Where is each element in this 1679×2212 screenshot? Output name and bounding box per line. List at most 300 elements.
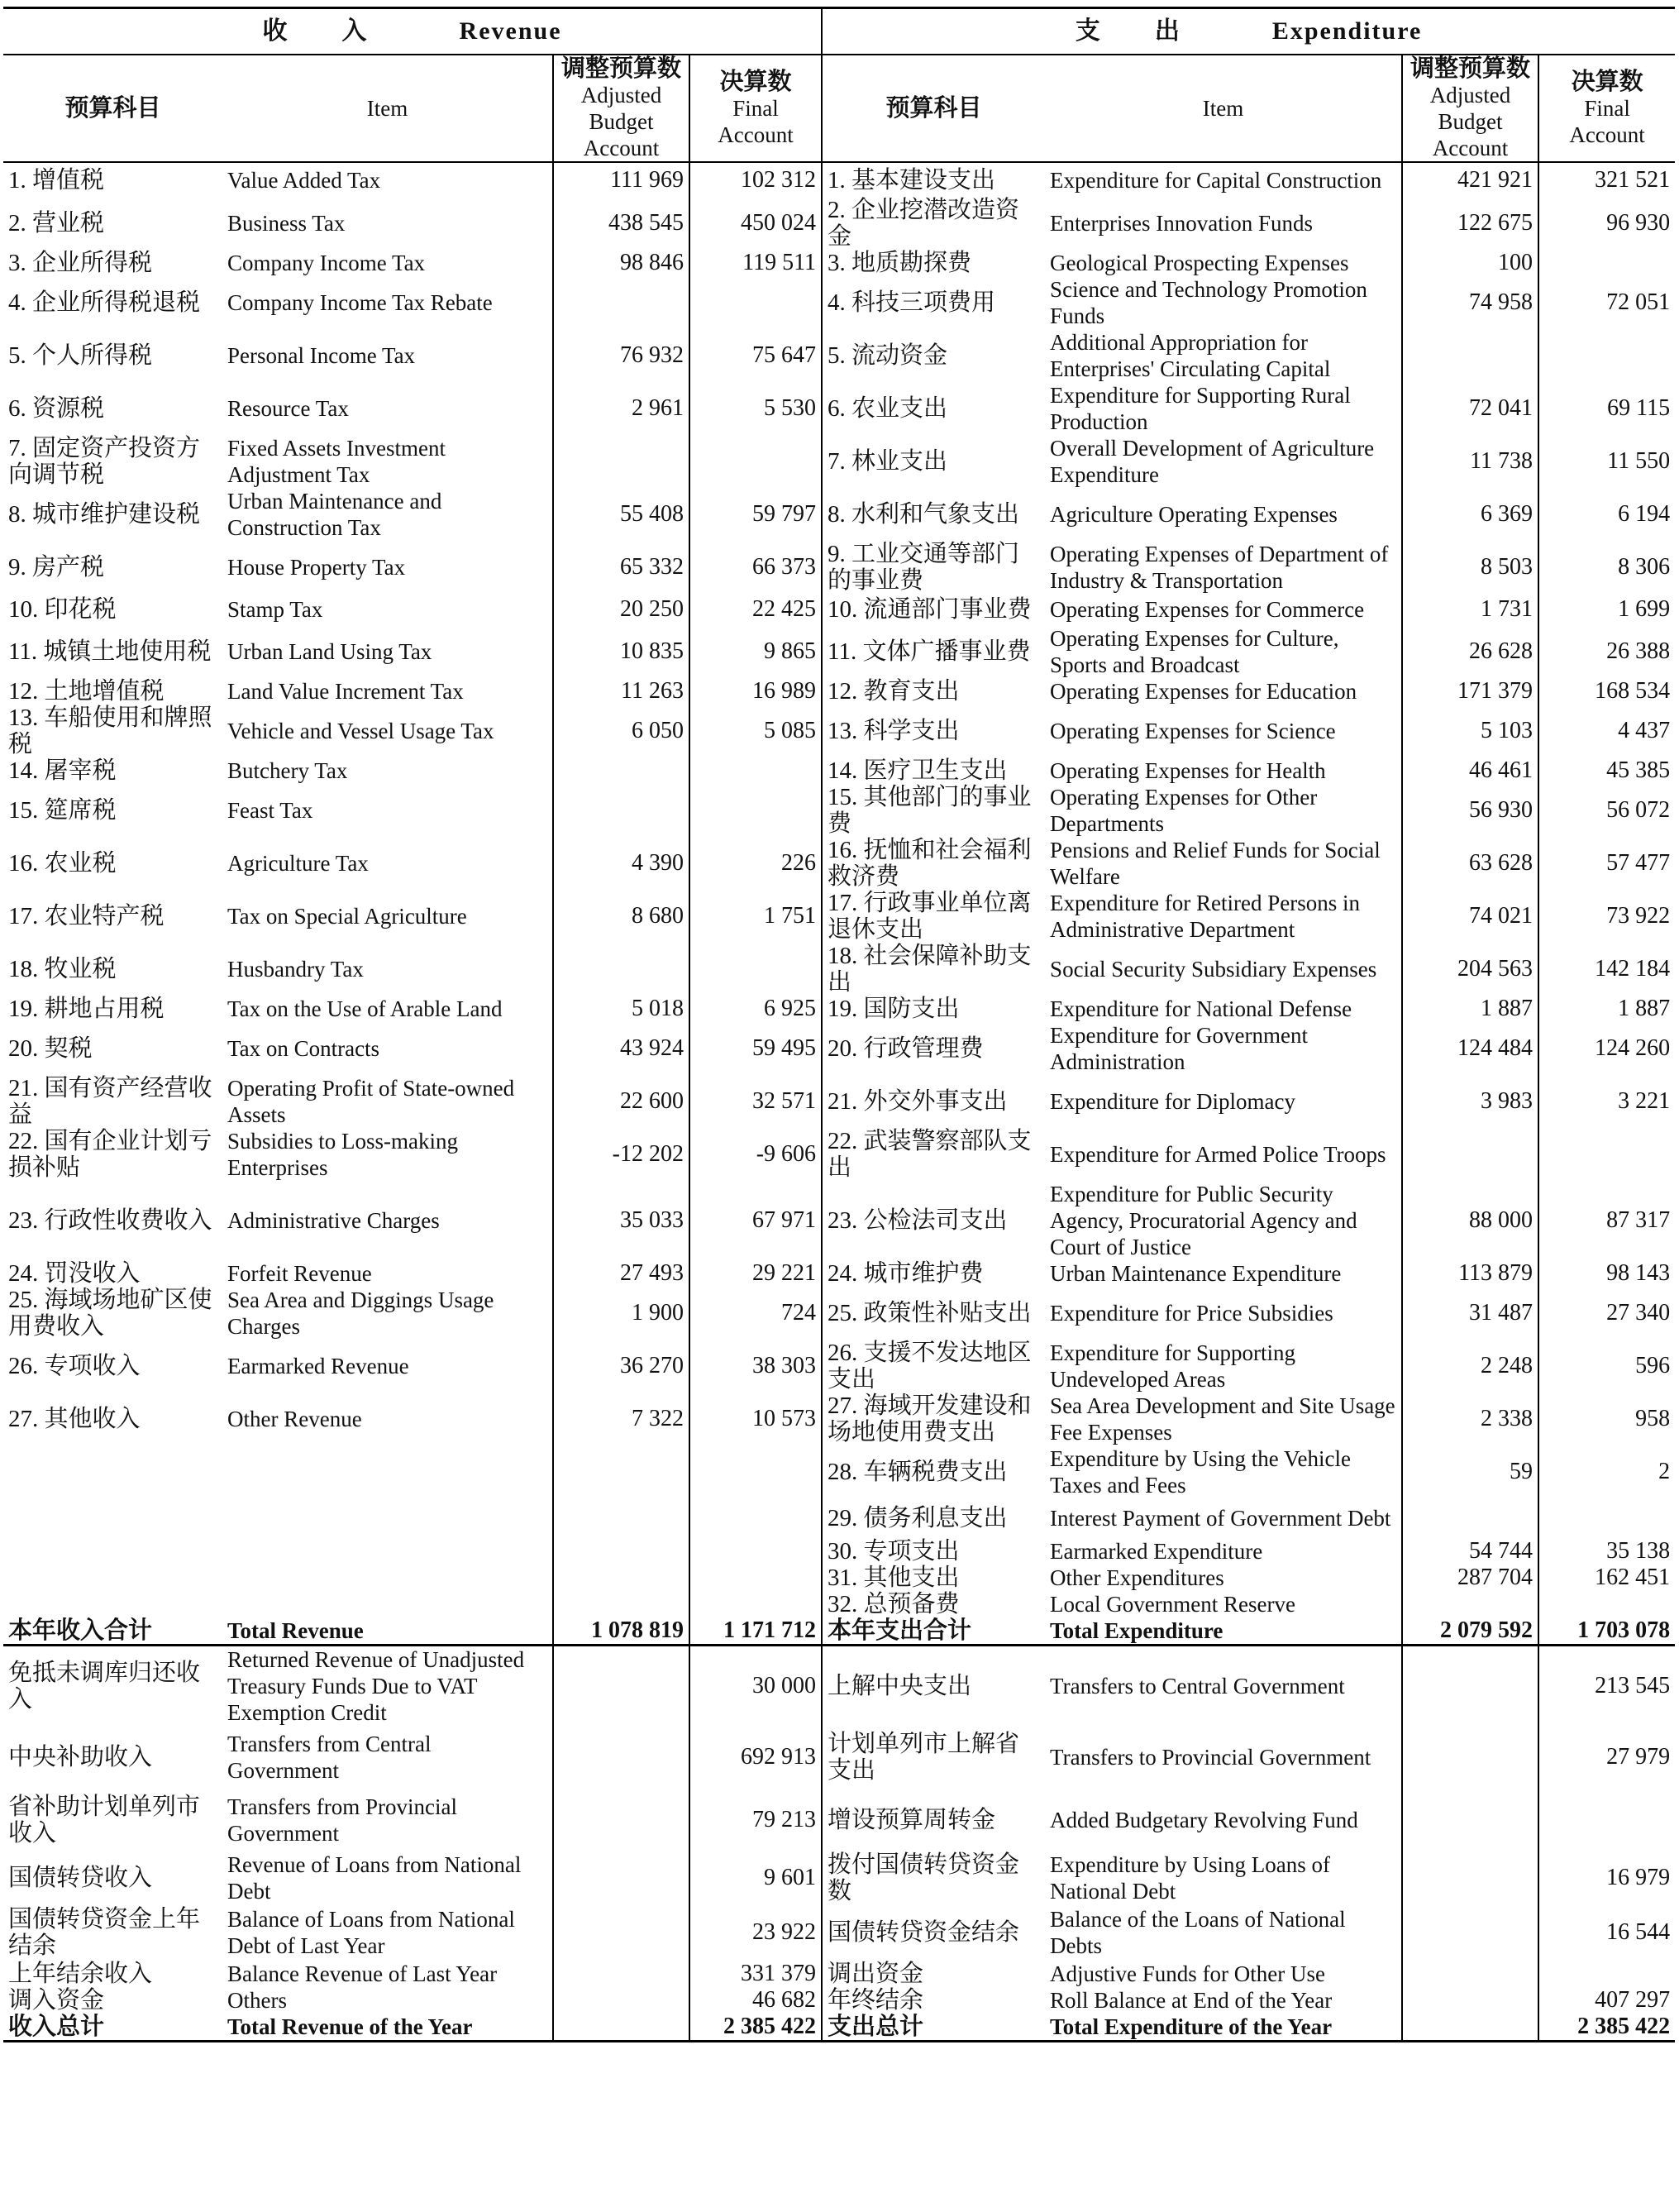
expenditure-item-zh: 26. 支援不发达地区支出 — [822, 1340, 1045, 1393]
expenditure-item-en: Enterprises Innovation Funds — [1050, 211, 1314, 236]
revenue-item-en: Sea Area and Diggings Usage Charges — [227, 1288, 494, 1339]
table-row — [3, 837, 1675, 890]
expenditure-item-en: Operating Expenses for Education — [1050, 679, 1357, 704]
expenditure-item-en: Operating Expenses for Other Departments — [1050, 785, 1318, 836]
table-row — [3, 594, 1675, 625]
table-row — [3, 1565, 1675, 1591]
revenue-final: 16 989 — [689, 678, 822, 705]
expenditure-adjusted: 72 041 — [1402, 382, 1538, 435]
expenditure-item-en: Added Budgetary Revolving Fund — [1050, 1808, 1358, 1832]
revenue-final: 9 865 — [689, 625, 822, 678]
revenue-item-zh: 3. 企业所得税 — [8, 250, 153, 276]
expenditure-adjusted — [1402, 1789, 1538, 1851]
revenue-adjusted: 7 322 — [553, 1393, 689, 1445]
revenue-item-en: Urban Maintenance and Construction Tax — [227, 489, 442, 540]
revenue-final — [689, 435, 822, 488]
table-row — [3, 757, 1675, 784]
expenditure-item-en: Additional Appropriation for Enterprises' Circulating Capital — [1050, 330, 1331, 381]
revenue-item-en: Personal Income Tax — [227, 343, 416, 368]
revenue-item-en: Stamp Tax — [227, 597, 323, 622]
expenditure-item-en: Expenditure for Public Security Agency, Procuratorial Agency and Court of Justice — [1050, 1182, 1357, 1259]
revenue-adjusted: 6 050 — [553, 705, 689, 757]
expenditure-item-zh: 2. 企业挖潜改造资金 — [822, 197, 1045, 250]
revenue-item-zh: 27. 其他收入 — [8, 1406, 141, 1432]
total-expenditure-label-zh: 本年支出合计 — [822, 1617, 1045, 1646]
expenditure-adjusted: 204 563 — [1402, 943, 1538, 996]
col-head-rev-final-zh: 决算数 — [719, 69, 792, 95]
expenditure-adjusted: 74 958 — [1402, 276, 1538, 329]
table-row — [3, 705, 1675, 757]
expenditure-item-en: Local Government Reserve — [1050, 1592, 1295, 1617]
expenditure-adjusted: 59 — [1402, 1445, 1538, 1498]
expenditure-item-en: Expenditure for Retired Persons in Administrative Department — [1050, 891, 1360, 942]
col-head-exp-budget-item: 预算科目 — [822, 55, 1045, 162]
revenue-adjusted: 5 018 — [553, 996, 689, 1022]
expenditure-adjusted: 88 000 — [1402, 1181, 1538, 1260]
expenditure-item-zh: 20. 行政管理费 — [822, 1022, 1045, 1075]
expenditure-adjusted — [1402, 1646, 1538, 1727]
revenue-adjusted — [553, 276, 689, 329]
revenue-item-zh: 14. 屠宰税 — [8, 757, 117, 784]
revenue-item-zh: 11. 城镇土地使用税 — [8, 638, 212, 665]
expenditure-adjusted: 31 487 — [1402, 1287, 1538, 1340]
revenue-adjusted — [553, 435, 689, 488]
table-row — [3, 943, 1675, 996]
expenditure-item-en: Operating Expenses of Department of Industry & Transportation — [1050, 542, 1389, 593]
expenditure-item-zh: 国债转贷资金结余 — [822, 1904, 1045, 1961]
expenditure-item-en: Expenditure by Using the Vehicle Taxes and Fees — [1050, 1446, 1351, 1498]
table-row — [3, 276, 1675, 329]
expenditure-adjusted: 11 738 — [1402, 435, 1538, 488]
revenue-final: 67 971 — [689, 1181, 822, 1260]
revenue-item-zh: 13. 车船使用和牌照税 — [8, 705, 212, 757]
col-head-exp-final-en: Final Account — [1569, 96, 1645, 147]
table-row — [3, 678, 1675, 705]
revenue-item-en: Administrative Charges — [227, 1208, 440, 1233]
expenditure-item-en: Expenditure for Armed Police Troops — [1050, 1142, 1386, 1167]
revenue-adjusted — [553, 757, 689, 784]
revenue-item-en: Company Income Tax — [227, 251, 426, 275]
expenditure-final: 8 306 — [1538, 541, 1675, 594]
expenditure-item-zh: 15. 其他部门的事业费 — [822, 784, 1045, 837]
revenue-final — [689, 784, 822, 837]
expenditure-item-zh: 9. 工业交通等部门的事业费 — [822, 541, 1045, 594]
revenue-adjusted: 98 846 — [553, 250, 689, 276]
expenditure-adjusted: 2 338 — [1402, 1393, 1538, 1445]
expenditure-item-zh: 25. 政策性补贴支出 — [822, 1287, 1045, 1340]
table-row — [3, 1445, 1675, 1498]
revenue-adjusted: 2 961 — [553, 382, 689, 435]
revenue-item-zh: 上年结余收入 — [8, 1961, 153, 1987]
expenditure-final — [1538, 1961, 1675, 1987]
expenditure-item-zh: 23. 公检法司支出 — [822, 1181, 1045, 1260]
expenditure-item-en: Adjustive Funds for Other Use — [1050, 1961, 1326, 1986]
revenue-item-zh: 18. 牧业税 — [8, 956, 117, 982]
revenue-adjusted: 22 600 — [553, 1075, 689, 1128]
table-row — [3, 250, 1675, 276]
expenditure-final: 27 979 — [1538, 1726, 1675, 1789]
revenue-item-en: Land Value Increment Tax — [227, 679, 464, 704]
revenue-item-en — [222, 1591, 553, 1617]
revenue-adjusted — [553, 1904, 689, 1961]
table-row — [3, 1075, 1675, 1128]
expenditure-adjusted — [1402, 1987, 1538, 2014]
expenditure-item-en: Operating Expenses for Culture, Sports and Broadcast — [1050, 626, 1339, 677]
expenditure-final: 6 194 — [1538, 488, 1675, 541]
revenue-item-en: Earmarked Revenue — [227, 1354, 409, 1378]
expenditure-item-zh: 12. 教育支出 — [822, 678, 1045, 705]
revenue-adjusted: 43 924 — [553, 1022, 689, 1075]
revenue-final: 102 312 — [689, 162, 822, 197]
expenditure-item-zh: 28. 车辆税费支出 — [822, 1445, 1045, 1498]
revenue-item-en: Butchery Tax — [227, 758, 348, 783]
expenditure-item-en: Expenditure for National Defense — [1050, 996, 1352, 1021]
revenue-final: 450 024 — [689, 197, 822, 250]
revenue-adjusted — [553, 1851, 689, 1904]
revenue-item-zh: 调入资金 — [8, 1987, 105, 2014]
revenue-item-en — [222, 1498, 553, 1538]
revenue-item-en: Forfeit Revenue — [227, 1261, 372, 1286]
table-row — [3, 1789, 1675, 1851]
expenditure-adjusted — [1402, 1904, 1538, 1961]
revenue-item-zh: 5. 个人所得税 — [8, 342, 153, 369]
grand-expenditure-final: 2 385 422 — [1538, 2014, 1675, 2042]
col-head-exp-adjusted-en: Adjusted Budget Account — [1429, 83, 1511, 160]
revenue-adjusted — [553, 1646, 689, 1727]
revenue-item-en — [222, 1538, 553, 1565]
revenue-item-zh — [3, 1565, 222, 1591]
revenue-item-zh: 17. 农业特产税 — [8, 903, 165, 929]
expenditure-item-en: Operating Expenses for Health — [1050, 758, 1326, 783]
revenue-item-en: Tax on Contracts — [227, 1036, 380, 1061]
expenditure-item-zh: 16. 抚恤和社会福利救济费 — [822, 837, 1045, 890]
table-row — [3, 1022, 1675, 1075]
expenditure-adjusted: 100 — [1402, 250, 1538, 276]
revenue-adjusted — [553, 1538, 689, 1565]
budget-table — [3, 7, 1675, 2042]
expenditure-final: 321 521 — [1538, 162, 1675, 197]
revenue-adjusted — [553, 1445, 689, 1498]
expenditure-item-zh: 22. 武装警察部队支出 — [822, 1128, 1045, 1181]
expenditure-final: 26 388 — [1538, 625, 1675, 678]
revenue-item-en: Vehicle and Vessel Usage Tax — [227, 719, 494, 743]
col-head-rev-adjusted-zh: 调整预算数 — [560, 55, 681, 82]
revenue-final: 692 913 — [689, 1726, 822, 1789]
revenue-item-en: House Property Tax — [227, 555, 406, 580]
expenditure-adjusted — [1402, 1726, 1538, 1789]
expenditure-final: 1 887 — [1538, 996, 1675, 1022]
expenditure-final — [1538, 1591, 1675, 1617]
expenditure-final: 168 534 — [1538, 678, 1675, 705]
expenditure-item-zh: 增设预算周转金 — [822, 1789, 1045, 1851]
revenue-final — [689, 1538, 822, 1565]
table-row — [3, 1498, 1675, 1538]
expenditure-item-zh: 年终结余 — [822, 1987, 1045, 2014]
table-row — [3, 329, 1675, 382]
expenditure-final: 2 — [1538, 1445, 1675, 1498]
expenditure-adjusted — [1402, 1128, 1538, 1181]
revenue-item-en: Transfers from Provincial Government — [227, 1794, 457, 1846]
revenue-item-en: Returned Revenue of Unadjusted Treasury Funds Due to VAT Exemption Credit — [227, 1647, 525, 1725]
revenue-final: 5 085 — [689, 705, 822, 757]
expenditure-adjusted: 5 103 — [1402, 705, 1538, 757]
expenditure-final: 35 138 — [1538, 1538, 1675, 1565]
revenue-item-zh: 20. 契税 — [8, 1035, 93, 1062]
totals-row — [3, 1617, 1675, 1646]
grand-revenue-final: 2 385 422 — [689, 2014, 822, 2042]
expenditure-final — [1538, 1789, 1675, 1851]
col-head-exp-adjusted-zh: 调整预算数 — [1410, 55, 1531, 82]
expenditure-item-en: Balance of the Loans of National Debts — [1050, 1907, 1346, 1958]
revenue-final — [689, 276, 822, 329]
revenue-item-en: Agriculture Tax — [227, 851, 369, 876]
expenditure-final: 11 550 — [1538, 435, 1675, 488]
expenditure-item-zh: 8. 水利和气象支出 — [822, 488, 1045, 541]
revenue-item-en: Urban Land Using Tax — [227, 639, 432, 664]
col-head-rev-adjusted-en: Adjusted Budget Account — [580, 83, 662, 160]
table-row — [3, 1987, 1675, 2014]
total-expenditure-label-en: Total Expenditure — [1045, 1617, 1402, 1646]
table-row — [3, 1646, 1675, 1727]
expenditure-adjusted: 122 675 — [1402, 197, 1538, 250]
col-head-rev-item: Item — [222, 55, 553, 162]
revenue-item-zh: 25. 海域场地矿区使用费收入 — [8, 1287, 212, 1340]
revenue-final: 79 213 — [689, 1789, 822, 1851]
revenue-final — [689, 1591, 822, 1617]
expenditure-adjusted: 3 983 — [1402, 1075, 1538, 1128]
expenditure-item-zh: 30. 专项支出 — [822, 1538, 1045, 1565]
table-row — [3, 1393, 1675, 1445]
expenditure-adjusted — [1402, 1591, 1538, 1617]
expenditure-item-zh: 31. 其他支出 — [822, 1565, 1045, 1591]
expenditure-item-en: Other Expenditures — [1050, 1565, 1224, 1590]
expenditure-final: 407 297 — [1538, 1987, 1675, 2014]
revenue-item-en: Fixed Assets Investment Adjustment Tax — [227, 436, 446, 487]
expenditure-item-zh: 7. 林业支出 — [822, 435, 1045, 488]
expenditure-item-en: Expenditure for Capital Construction — [1050, 167, 1382, 193]
revenue-adjusted: 111 969 — [553, 162, 689, 197]
revenue-item-zh: 19. 耕地占用税 — [8, 996, 165, 1022]
expenditure-item-zh: 14. 医疗卫生支出 — [822, 757, 1045, 784]
expenditure-final: 596 — [1538, 1340, 1675, 1393]
expenditure-adjusted: 1 731 — [1402, 594, 1538, 625]
grand-revenue-label-zh: 收入总计 — [3, 2014, 222, 2042]
table-row — [3, 1726, 1675, 1789]
expenditure-item-en: Sea Area Development and Site Usage Fee Expenses — [1050, 1393, 1395, 1445]
revenue-item-zh — [3, 1498, 222, 1538]
table-row — [3, 488, 1675, 541]
revenue-item-zh — [3, 1538, 222, 1565]
expenditure-final: 16 544 — [1538, 1904, 1675, 1961]
col-head-exp-adjusted — [1402, 55, 1538, 162]
expenditure-item-zh: 32. 总预备费 — [822, 1591, 1045, 1617]
revenue-final: 9 601 — [689, 1851, 822, 1904]
revenue-adjusted: -12 202 — [553, 1128, 689, 1181]
table-row — [3, 1904, 1675, 1961]
col-head-rev-adjusted — [553, 55, 689, 162]
expenditure-header-zh: 支 出 — [1075, 17, 1181, 45]
expenditure-final: 73 922 — [1538, 890, 1675, 943]
revenue-adjusted — [553, 1726, 689, 1789]
revenue-item-zh — [3, 1445, 222, 1498]
total-revenue-final: 1 171 712 — [689, 1617, 822, 1646]
table-row — [3, 435, 1675, 488]
expenditure-item-zh: 上解中央支出 — [822, 1646, 1045, 1727]
revenue-final: 22 425 — [689, 594, 822, 625]
expenditure-item-zh: 18. 社会保障补助支出 — [822, 943, 1045, 996]
revenue-final: -9 606 — [689, 1128, 822, 1181]
revenue-item-zh: 10. 印花税 — [8, 596, 117, 623]
expenditure-adjusted: 74 021 — [1402, 890, 1538, 943]
expenditure-adjusted — [1402, 1498, 1538, 1538]
total-revenue-adjusted: 1 078 819 — [553, 1617, 689, 1646]
revenue-final: 331 379 — [689, 1961, 822, 1987]
expenditure-item-en: Expenditure for Supporting Undeveloped Areas — [1050, 1340, 1295, 1392]
table-row — [3, 996, 1675, 1022]
revenue-final — [689, 1498, 822, 1538]
revenue-final: 226 — [689, 837, 822, 890]
revenue-adjusted: 20 250 — [553, 594, 689, 625]
revenue-final — [689, 1445, 822, 1498]
revenue-item-zh: 22. 国有企业计划亏损补贴 — [8, 1128, 212, 1181]
expenditure-final: 56 072 — [1538, 784, 1675, 837]
expenditure-item-zh: 21. 外交外事支出 — [822, 1075, 1045, 1128]
revenue-adjusted: 55 408 — [553, 488, 689, 541]
revenue-final: 38 303 — [689, 1340, 822, 1393]
expenditure-item-zh: 10. 流通部门事业费 — [822, 594, 1045, 625]
expenditure-item-en: Social Security Subsidiary Expenses — [1050, 957, 1377, 982]
revenue-item-zh — [3, 1591, 222, 1617]
revenue-adjusted: 11 263 — [553, 678, 689, 705]
expenditure-item-en: Expenditure for Diplomacy — [1050, 1089, 1295, 1114]
table-row — [3, 1128, 1675, 1181]
revenue-item-en: Resource Tax — [227, 396, 349, 421]
expenditure-final: 124 260 — [1538, 1022, 1675, 1075]
table-row — [3, 1961, 1675, 1987]
expenditure-final: 213 545 — [1538, 1646, 1675, 1727]
expenditure-item-zh: 5. 流动资金 — [822, 329, 1045, 382]
revenue-item-zh: 省补助计划单列市收入 — [8, 1794, 201, 1847]
revenue-final: 59 495 — [689, 1022, 822, 1075]
revenue-adjusted: 8 680 — [553, 890, 689, 943]
expenditure-item-en: Agriculture Operating Expenses — [1050, 502, 1338, 527]
col-head-rev-final-en: Final Account — [718, 96, 794, 147]
revenue-final: 119 511 — [689, 250, 822, 276]
expenditure-item-zh: 拨付国债转贷资金数 — [822, 1851, 1045, 1904]
revenue-item-en: Others — [227, 1988, 287, 2013]
revenue-final — [689, 943, 822, 996]
revenue-final: 5 530 — [689, 382, 822, 435]
expenditure-final — [1538, 250, 1675, 276]
expenditure-final: 162 451 — [1538, 1565, 1675, 1591]
revenue-item-zh: 15. 筵席税 — [8, 797, 117, 824]
revenue-final: 29 221 — [689, 1260, 822, 1287]
expenditure-item-en: Geological Prospecting Expenses — [1050, 251, 1349, 275]
revenue-item-en: Balance Revenue of Last Year — [227, 1961, 498, 1986]
expenditure-item-en: Expenditure for Government Administration — [1050, 1023, 1308, 1074]
table-row — [3, 1591, 1675, 1617]
expenditure-item-en: Transfers to Provincial Government — [1050, 1745, 1371, 1770]
expenditure-item-en: Earmarked Expenditure — [1050, 1539, 1263, 1564]
revenue-adjusted: 1 900 — [553, 1287, 689, 1340]
col-head-exp-final-zh: 决算数 — [1571, 69, 1643, 95]
expenditure-final — [1538, 1128, 1675, 1181]
revenue-final: 23 922 — [689, 1904, 822, 1961]
revenue-final: 66 373 — [689, 541, 822, 594]
expenditure-adjusted: 63 628 — [1402, 837, 1538, 890]
revenue-item-zh: 9. 房产税 — [8, 554, 105, 580]
expenditure-item-zh: 3. 地质勘探费 — [822, 250, 1045, 276]
revenue-item-en: Revenue of Loans from National Debt — [227, 1852, 522, 1904]
revenue-item-en: Company Income Tax Rebate — [227, 290, 493, 315]
revenue-item-zh: 7. 固定资产投资方向调节税 — [8, 435, 201, 488]
revenue-adjusted: 27 493 — [553, 1260, 689, 1287]
expenditure-adjusted — [1402, 1961, 1538, 1987]
expenditure-item-en: Urban Maintenance Expenditure — [1050, 1261, 1342, 1286]
expenditure-final: 87 317 — [1538, 1181, 1675, 1260]
expenditure-adjusted: 54 744 — [1402, 1538, 1538, 1565]
table-row — [3, 382, 1675, 435]
revenue-final: 724 — [689, 1287, 822, 1340]
revenue-adjusted — [553, 1987, 689, 2014]
revenue-section-header — [3, 8, 822, 55]
table-row — [3, 890, 1675, 943]
revenue-item-en — [222, 1445, 553, 1498]
table-row — [3, 1181, 1675, 1260]
col-head-rev-budget-item: 预算科目 — [3, 55, 222, 162]
revenue-item-en: Tax on Special Agriculture — [227, 904, 467, 929]
revenue-adjusted: 76 932 — [553, 329, 689, 382]
revenue-final: 32 571 — [689, 1075, 822, 1128]
expenditure-final: 16 979 — [1538, 1851, 1675, 1904]
expenditure-item-en: Interest Payment of Government Debt — [1050, 1506, 1391, 1531]
revenue-adjusted: 4 390 — [553, 837, 689, 890]
expenditure-adjusted: 2 248 — [1402, 1340, 1538, 1393]
expenditure-item-en: Expenditure by Using Loans of National Debt — [1050, 1852, 1330, 1904]
table-row — [3, 197, 1675, 250]
revenue-final — [689, 1565, 822, 1591]
expenditure-item-en: Transfers to Central Government — [1050, 1674, 1345, 1698]
expenditure-item-zh: 19. 国防支出 — [822, 996, 1045, 1022]
expenditure-final: 1 699 — [1538, 594, 1675, 625]
revenue-item-zh: 16. 农业税 — [8, 850, 117, 877]
revenue-adjusted — [553, 1591, 689, 1617]
expenditure-item-zh: 6. 农业支出 — [822, 382, 1045, 435]
expenditure-final: 142 184 — [1538, 943, 1675, 996]
expenditure-adjusted — [1402, 1851, 1538, 1904]
total-expenditure-adjusted: 2 079 592 — [1402, 1617, 1538, 1646]
expenditure-item-en: Expenditure for Price Subsidies — [1050, 1301, 1333, 1326]
revenue-item-zh: 12. 土地增值税 — [8, 678, 165, 705]
expenditure-adjusted: 421 921 — [1402, 162, 1538, 197]
table-row — [3, 1260, 1675, 1287]
expenditure-final: 4 437 — [1538, 705, 1675, 757]
expenditure-item-zh: 11. 文体广播事业费 — [822, 625, 1045, 678]
expenditure-item-en: Expenditure for Supporting Rural Production — [1050, 383, 1351, 434]
expenditure-adjusted: 1 887 — [1402, 996, 1538, 1022]
revenue-final: 6 925 — [689, 996, 822, 1022]
revenue-item-zh: 6. 资源税 — [8, 395, 105, 422]
expenditure-adjusted: 113 879 — [1402, 1260, 1538, 1287]
revenue-adjusted — [553, 1498, 689, 1538]
expenditure-item-zh: 1. 基本建设支出 — [822, 162, 1045, 197]
revenue-item-en: Tax on the Use of Arable Land — [227, 996, 503, 1021]
grand-expenditure-adjusted — [1402, 2014, 1538, 2042]
revenue-adjusted — [553, 1565, 689, 1591]
revenue-item-zh: 中央补助收入 — [8, 1744, 153, 1770]
revenue-final: 59 797 — [689, 488, 822, 541]
revenue-adjusted — [553, 1961, 689, 1987]
